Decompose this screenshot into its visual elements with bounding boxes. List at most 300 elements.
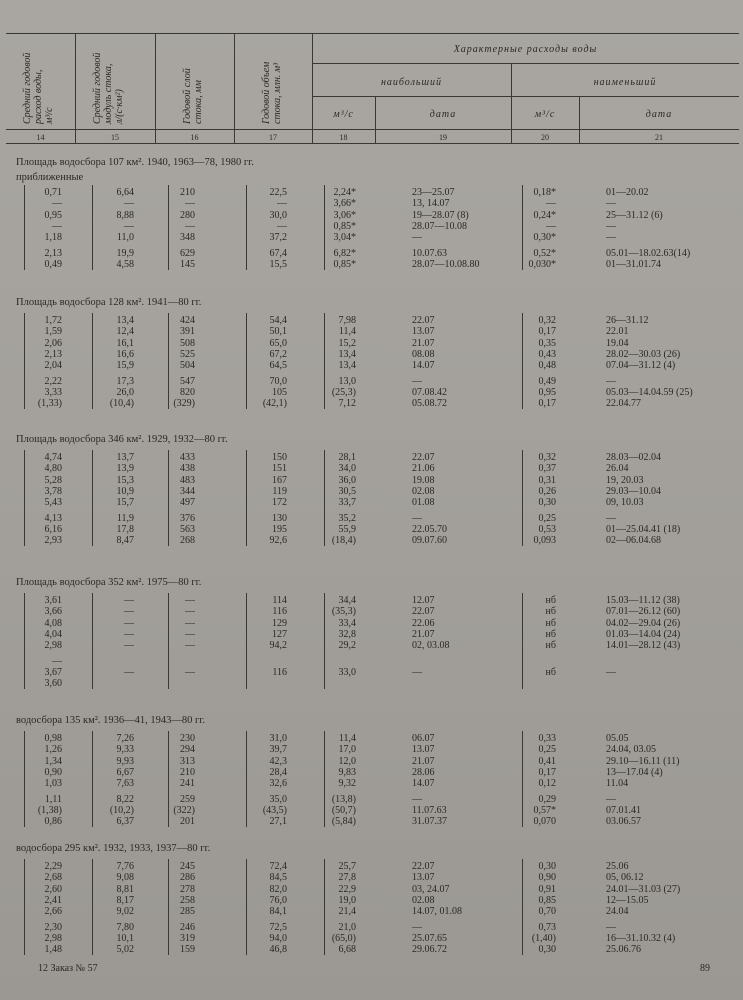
table-cell: — — [185, 198, 195, 210]
table-cell: 1,59 — [44, 326, 62, 338]
column-rule — [246, 313, 247, 409]
table-cell: 03, 24.07 — [412, 883, 450, 895]
table-cell: 3,66 — [44, 606, 62, 618]
table-row — [0, 744, 743, 756]
section-title: Площадь водосбора 128 км². 1941—80 гг. — [16, 297, 202, 308]
table-cell: (50,7) — [331, 804, 356, 816]
table-cell: 22.05.70 — [412, 523, 447, 535]
table-cell: 348 — [180, 232, 195, 244]
column-number: 15 — [111, 133, 119, 142]
table-cell: 0,31 — [538, 474, 556, 486]
table-cell: 5,28 — [44, 474, 62, 486]
table-cell: 0,85* — [333, 220, 356, 232]
table-cell: 15,2 — [338, 337, 356, 349]
table-cell: 8,88 — [116, 209, 134, 221]
table-cell: 2,24* — [333, 187, 356, 198]
table-cell: 9,83 — [338, 766, 356, 778]
col15-header: Средний годовой модуль стока, л/(с·км²) — [92, 52, 125, 124]
table-cell: 05.03—14.04.59 (25) — [606, 386, 693, 398]
column-rule — [92, 313, 93, 409]
table-row — [0, 678, 743, 690]
table-cell: 28.06 — [412, 766, 435, 778]
table-cell: 130 — [272, 512, 287, 524]
column-rule — [168, 859, 169, 955]
table-cell: 32,6 — [269, 778, 287, 790]
table-cell: 1,11 — [44, 793, 62, 805]
column-rule — [92, 185, 93, 270]
table-cell: 9,08 — [116, 872, 134, 884]
table-cell: 94,2 — [269, 640, 287, 652]
table-cell: 72,5 — [269, 921, 287, 933]
table-cell: 05.08.72 — [412, 398, 447, 410]
table-cell: 70,0 — [269, 375, 287, 387]
column-rule — [24, 185, 25, 270]
table-row — [0, 463, 743, 475]
table-row — [0, 733, 743, 745]
table-cell: 17,0 — [338, 744, 356, 756]
table-cell: 4,80 — [44, 463, 62, 475]
column-rule — [92, 731, 93, 827]
table-row — [0, 221, 743, 233]
column-rule — [246, 593, 247, 689]
table-cell: — — [277, 198, 287, 210]
table-cell: 17,8 — [116, 523, 134, 535]
table-cell: 30,5 — [338, 485, 356, 497]
table-row — [0, 210, 743, 222]
table-cell: 65,0 — [269, 337, 287, 349]
table-row — [0, 944, 743, 956]
table-row — [0, 805, 743, 817]
table-cell: 376 — [180, 512, 195, 524]
table-cell: 1,18 — [44, 232, 62, 244]
column-rule — [92, 859, 93, 955]
table-cell: 28.02—30.03 (26) — [606, 348, 681, 360]
table-row — [0, 452, 743, 464]
column-rule — [246, 450, 247, 546]
max-header: наибольший — [380, 77, 443, 88]
table-cell: — — [412, 921, 422, 933]
table-cell: 0,48 — [538, 360, 556, 372]
table-cell: 259 — [180, 793, 195, 805]
table-cell: 19.08 — [412, 474, 435, 486]
table-row — [0, 198, 743, 210]
table-cell: нб — [545, 666, 556, 678]
section-title: Площадь водосбора 107 км². 1940, 1963—78, 1980 гг. — [16, 157, 254, 168]
table-cell: 32,8 — [338, 628, 356, 640]
table-cell: 22.04.77 — [606, 398, 641, 410]
table-cell: 24.01—31.03 (27) — [606, 883, 681, 895]
table-cell: 05.05 — [606, 733, 629, 744]
table-cell: 22.01 — [606, 326, 629, 338]
table-cell: — — [124, 606, 134, 618]
column-rule — [522, 859, 523, 955]
table-cell: 145 — [180, 258, 195, 270]
table-cell: 0,95 — [538, 386, 556, 398]
table-cell: 04.02—29.04 (26) — [606, 617, 681, 629]
table-cell: 0,32 — [538, 452, 556, 463]
table-cell: 4,08 — [44, 617, 62, 629]
table-cell: 05.01—18.02.63(14) — [606, 247, 691, 259]
column-rule — [24, 593, 25, 689]
table-cell: 22.07 — [412, 861, 435, 872]
column-rule — [246, 859, 247, 955]
table-cell: 3,04* — [333, 232, 356, 244]
table-cell: 26.04 — [606, 463, 629, 475]
table-cell: 14.07 — [412, 360, 435, 372]
table-cell: 10,1 — [116, 932, 134, 944]
table-cell: 35,0 — [269, 793, 287, 805]
column-rule — [522, 731, 523, 827]
table-cell: 84,5 — [269, 872, 287, 884]
table-cell: 433 — [180, 452, 195, 463]
table-cell: (1,33) — [37, 398, 62, 410]
table-cell: 13,0 — [338, 375, 356, 387]
table-row — [0, 933, 743, 945]
table-row — [0, 535, 743, 547]
table-cell: 14.07, 01.08 — [412, 906, 462, 918]
table-cell: 0,17 — [538, 766, 556, 778]
table-cell: 09, 10.03 — [606, 497, 644, 509]
table-cell: 1,48 — [44, 944, 62, 956]
table-cell: 116 — [272, 666, 287, 678]
table-cell: — — [606, 232, 616, 244]
table-cell: 0,85 — [538, 894, 556, 906]
table-cell: 10.07.63 — [412, 247, 447, 259]
column-number: 20 — [541, 133, 549, 142]
table-cell: 01.08 — [412, 497, 435, 509]
table-cell: 02.08 — [412, 485, 435, 497]
table-header — [0, 0, 743, 150]
table-cell: (25,3) — [331, 386, 356, 398]
table-cell: 22.07 — [412, 315, 435, 326]
table-cell: 33,7 — [338, 497, 356, 509]
table-cell: 1,34 — [44, 755, 62, 767]
table-cell: 09.07.60 — [412, 535, 447, 547]
table-cell: 12,0 — [338, 755, 356, 767]
table-row — [0, 387, 743, 399]
table-cell: 9,93 — [116, 755, 134, 767]
column-rule — [522, 450, 523, 546]
table-cell: 7,76 — [116, 861, 134, 872]
column-rule — [168, 185, 169, 270]
column-rule — [168, 313, 169, 409]
table-cell: 0,29 — [538, 793, 556, 805]
section-subtitle: приближенные — [16, 172, 84, 183]
column-rule — [324, 859, 325, 955]
table-row — [0, 794, 743, 806]
table-cell: 07.08.42 — [412, 386, 447, 398]
table-cell: 07.01—26.12 (60) — [606, 606, 681, 618]
column-rule — [24, 313, 25, 409]
table-cell: — — [185, 220, 195, 232]
table-cell: 159 — [180, 944, 195, 956]
table-cell: 35,2 — [338, 512, 356, 524]
table-cell: — — [412, 512, 422, 524]
table-cell: 525 — [180, 348, 195, 360]
table-cell: 15,7 — [116, 497, 134, 509]
table-cell: 3,66* — [333, 198, 356, 210]
table-cell: 0,12 — [538, 778, 556, 790]
table-cell: 02, 03.08 — [412, 640, 450, 652]
table-cell: — — [606, 512, 616, 524]
table-cell: 0,30* — [533, 232, 556, 244]
table-row — [0, 376, 743, 388]
table-cell: 4,13 — [44, 512, 62, 524]
table-cell: 84,1 — [269, 906, 287, 918]
table-cell: 21.07 — [412, 337, 435, 349]
table-cell: 21.07 — [412, 628, 435, 640]
table-cell: 0,52* — [533, 247, 556, 259]
table-cell: (10,2) — [109, 804, 134, 816]
table-cell: 0,30 — [538, 497, 556, 509]
table-cell: (35,3) — [331, 606, 356, 618]
table-cell: 67,4 — [269, 247, 287, 259]
table-cell: 19—28.07 (8) — [412, 209, 469, 221]
table-cell: 12,4 — [116, 326, 134, 338]
table-cell: 150 — [272, 452, 287, 463]
table-cell: 0,90 — [538, 872, 556, 884]
column-number: 19 — [439, 133, 447, 142]
table-cell: 0,86 — [44, 816, 62, 828]
table-cell: 13,4 — [338, 360, 356, 372]
table-cell: 13.07 — [412, 744, 435, 756]
table-cell: 3,61 — [44, 595, 62, 606]
table-cell: 0,43 — [538, 348, 556, 360]
table-row — [0, 906, 743, 918]
table-cell: 7,80 — [116, 921, 134, 933]
table-cell: — — [412, 375, 422, 387]
table-cell: 01.03—14.04 (24) — [606, 628, 681, 640]
column-rule — [24, 731, 25, 827]
table-cell: (1,40) — [531, 932, 556, 944]
table-row — [0, 656, 743, 668]
table-cell: 19,9 — [116, 247, 134, 259]
table-cell: 230 — [180, 733, 195, 744]
table-cell: 6,16 — [44, 523, 62, 535]
table-cell: 2,68 — [44, 872, 62, 884]
table-cell: 268 — [180, 535, 195, 547]
table-cell: 13.07 — [412, 326, 435, 338]
table-cell: 2,93 — [44, 535, 62, 547]
table-cell: — — [185, 617, 195, 629]
column-rule — [324, 593, 325, 689]
table-cell: 278 — [180, 883, 195, 895]
table-cell: — — [412, 232, 422, 244]
table-cell: 0,95 — [44, 209, 62, 221]
table-cell: 0,37 — [538, 463, 556, 475]
section-title: водосбора 135 км². 1936—41, 1943—80 гг. — [16, 715, 206, 726]
table-cell: 67,2 — [269, 348, 287, 360]
col17-header: Годовой объем стока, млн. м³ — [261, 61, 283, 124]
table-cell: 9,32 — [338, 778, 356, 790]
table-cell: 13,9 — [116, 463, 134, 475]
group-header: Характерные расходы воды — [453, 44, 598, 55]
table-cell: 0,73 — [538, 921, 556, 933]
table-cell: 76,0 — [269, 894, 287, 906]
table-row — [0, 232, 743, 244]
table-cell: 8,81 — [116, 883, 134, 895]
table-cell: 8,22 — [116, 793, 134, 805]
table-cell: 28,1 — [338, 452, 356, 463]
table-cell: — — [546, 198, 556, 210]
table-cell: — — [606, 666, 616, 678]
table-cell: — — [606, 375, 616, 387]
table-cell: 0,90 — [44, 766, 62, 778]
column-rule — [522, 593, 523, 689]
table-cell: 127 — [272, 628, 287, 640]
table-cell: 119 — [272, 485, 287, 497]
table-cell: 0,30 — [538, 861, 556, 872]
table-cell: 210 — [180, 187, 195, 198]
table-cell: 16—31.10.32 (4) — [606, 932, 676, 944]
table-cell: 6,64 — [116, 187, 134, 198]
table-cell: 36,0 — [338, 474, 356, 486]
table-cell: 72,4 — [269, 861, 287, 872]
table-cell: 105 — [272, 386, 287, 398]
table-cell: 13, 14.07 — [412, 198, 450, 210]
table-cell: 241 — [180, 778, 195, 790]
table-cell: 0,30 — [538, 944, 556, 956]
table-cell: 285 — [180, 906, 195, 918]
table-cell: 0,85* — [333, 258, 356, 270]
table-cell: 29.03—10.04 — [606, 485, 661, 497]
table-cell: 50,1 — [269, 326, 287, 338]
table-cell: 11,9 — [116, 512, 134, 524]
table-cell: (1,38) — [37, 804, 62, 816]
table-cell: 15,9 — [116, 360, 134, 372]
table-cell: 01—20.02 — [606, 187, 649, 198]
min-m3s-header: м³/с — [534, 109, 556, 120]
table-cell: 05, 06.12 — [606, 872, 644, 884]
table-cell: 195 — [272, 523, 287, 535]
table-cell: нб — [545, 628, 556, 640]
table-row — [0, 360, 743, 372]
table-cell: 25—31.12 (6) — [606, 209, 663, 221]
table-cell: 27,1 — [269, 816, 287, 828]
table-cell: 129 — [272, 617, 287, 629]
table-cell: 29,2 — [338, 640, 356, 652]
table-row — [0, 248, 743, 260]
table-cell: 1,03 — [44, 778, 62, 790]
table-row — [0, 861, 743, 873]
table-cell: — — [52, 655, 62, 667]
table-cell: 08.08 — [412, 348, 435, 360]
table-cell: 16,1 — [116, 337, 134, 349]
table-cell: 26—31.12 — [606, 315, 649, 326]
table-row — [0, 187, 743, 199]
table-cell: 3,67 — [44, 666, 62, 678]
table-cell: 37,2 — [269, 232, 287, 244]
table-cell: 15,5 — [269, 258, 287, 270]
table-cell: — — [185, 595, 195, 606]
table-cell: 13,7 — [116, 452, 134, 463]
table-cell: 24.04 — [606, 906, 629, 918]
table-cell: 280 — [180, 209, 195, 221]
table-cell: 0,17 — [538, 326, 556, 338]
table-cell: 92,6 — [269, 535, 287, 547]
column-rule — [522, 313, 523, 409]
table-cell: 0,24* — [533, 209, 556, 221]
table-cell: нб — [545, 640, 556, 652]
column-rule — [522, 185, 523, 270]
table-cell: 28,4 — [269, 766, 287, 778]
column-rule — [324, 731, 325, 827]
table-cell: 2,98 — [44, 640, 62, 652]
table-cell: 629 — [180, 247, 195, 259]
table-cell: — — [185, 666, 195, 678]
table-cell: нб — [545, 617, 556, 629]
table-cell: (43,5) — [262, 804, 287, 816]
table-cell: — — [124, 220, 134, 232]
table-row — [0, 872, 743, 884]
table-cell: — — [52, 198, 62, 210]
table-cell: 22,9 — [338, 883, 356, 895]
table-row — [0, 475, 743, 487]
table-cell: (10,4) — [109, 398, 134, 410]
table-cell: 0,57* — [533, 804, 556, 816]
table-cell: 504 — [180, 360, 195, 372]
table-cell: 25.06.76 — [606, 944, 641, 956]
table-cell: 2,13 — [44, 247, 62, 259]
table-cell: 3,78 — [44, 485, 62, 497]
table-cell: 9,33 — [116, 744, 134, 756]
table-cell: нб — [545, 606, 556, 618]
table-cell: 21.07 — [412, 755, 435, 767]
table-cell: 07.01.41 — [606, 804, 641, 816]
table-cell: 286 — [180, 872, 195, 884]
table-cell: — — [412, 666, 422, 678]
table-cell: 0,25 — [538, 512, 556, 524]
table-cell: 33,4 — [338, 617, 356, 629]
table-cell: 3,60 — [44, 678, 62, 690]
table-cell: 13,4 — [116, 315, 134, 326]
table-cell: 17,3 — [116, 375, 134, 387]
table-cell: (18,4) — [331, 535, 356, 547]
table-cell: 0,41 — [538, 755, 556, 767]
page-number: 89 — [700, 963, 710, 974]
table-cell: 2,98 — [44, 932, 62, 944]
max-m3s-header: м³/с — [333, 109, 354, 120]
table-row — [0, 895, 743, 907]
table-cell: 6,82* — [333, 247, 356, 259]
table-cell: 10,9 — [116, 485, 134, 497]
table-cell: 4,04 — [44, 628, 62, 640]
table-cell: 820 — [180, 386, 195, 398]
table-row — [0, 756, 743, 768]
table-cell: — — [412, 793, 422, 805]
table-cell: — — [185, 606, 195, 618]
col16-header: Годовой слой стока, мм — [182, 68, 204, 124]
table-cell: 21.06 — [412, 463, 435, 475]
table-cell: 2,04 — [44, 360, 62, 372]
column-rule — [246, 185, 247, 270]
table-cell: 22.07 — [412, 452, 435, 463]
table-cell: 2,29 — [44, 861, 62, 872]
table-cell: 497 — [180, 497, 195, 509]
table-cell: — — [606, 220, 616, 232]
table-cell: 0,70 — [538, 906, 556, 918]
table-cell: нб — [545, 595, 556, 606]
table-cell: 0,53 — [538, 523, 556, 535]
table-cell: (13,8) — [331, 793, 356, 805]
table-cell: 7,26 — [116, 733, 134, 744]
table-cell: 319 — [180, 932, 195, 944]
table-cell: — — [124, 628, 134, 640]
table-cell: 0,49 — [44, 258, 62, 270]
table-cell: 21,4 — [338, 906, 356, 918]
table-cell: 94,0 — [269, 932, 287, 944]
table-cell: 344 — [180, 485, 195, 497]
